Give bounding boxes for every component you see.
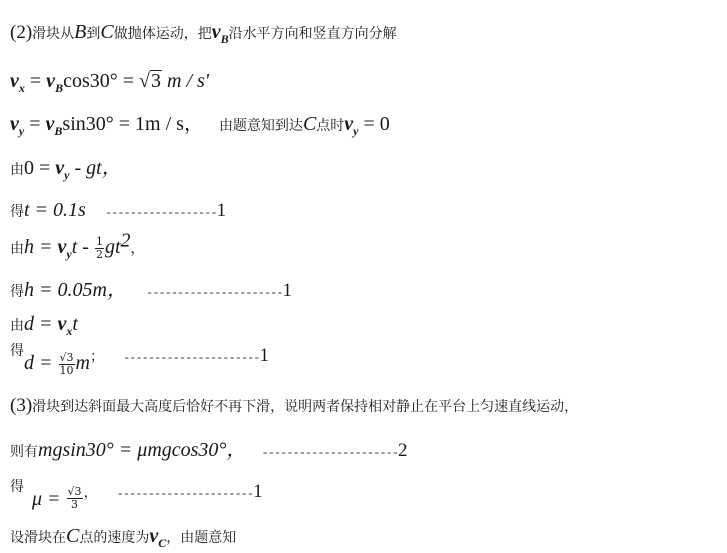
sin-term: sin30° xyxy=(62,113,114,135)
vy-term: $v_y$ xyxy=(55,157,70,182)
equation-vy xyxy=(10,113,390,138)
point-C: C xyxy=(302,113,317,135)
part3-intro xyxy=(10,396,578,415)
score-leader: ---------------------- xyxy=(146,286,283,300)
vy-note: 由题意知到达 xyxy=(218,118,303,134)
vy-value: = 1m / s， xyxy=(118,113,204,135)
de-label: 得 xyxy=(10,343,24,359)
vB-symbol: $v_B$ xyxy=(211,21,229,46)
part2-marker: (2) xyxy=(10,22,33,43)
sqrt-3: √ 3 xyxy=(139,70,162,92)
score: 1 xyxy=(259,345,269,366)
score-leader: ---------------------- xyxy=(261,446,398,460)
mu-lhs: μ = xyxy=(32,488,66,510)
h-expr: h = xyxy=(24,236,58,258)
vy-zero: = 0 xyxy=(363,113,390,135)
t-term: t - xyxy=(71,236,94,258)
mu-equation: mgsin30° = μmgcos30°， xyxy=(38,439,247,461)
d-expr: d = xyxy=(24,313,58,335)
t-term: t xyxy=(72,313,78,335)
de-label: 得 xyxy=(10,479,24,495)
part2-text-b: 到 xyxy=(86,26,101,42)
part2-text-c: 做抛体运动，把 xyxy=(113,26,212,42)
score: 1 xyxy=(282,280,292,301)
vy-note-2: 点时 xyxy=(316,118,345,134)
equals: = xyxy=(29,113,41,135)
you-label: 由 xyxy=(10,318,24,334)
you-label: 由 xyxy=(10,241,24,257)
vy-symbol: $v_y$ xyxy=(344,113,359,138)
vB-rhs: $v_B$ xyxy=(46,70,64,95)
d-unit: m xyxy=(75,352,90,374)
half-fraction: $\frac{1}{2}$ xyxy=(95,235,103,261)
part2-text-a: 滑块从 xyxy=(32,26,75,42)
t-expr: t = 0.1s xyxy=(24,199,86,221)
d-fraction: $\frac{√3}{10}$ xyxy=(59,351,74,377)
score: 2 xyxy=(397,440,408,461)
result-mu xyxy=(10,479,263,511)
equation-vx xyxy=(10,70,210,95)
part3-text: 滑块到达斜面最大高度后恰好不再下滑，说明两者保持相对静止在平台上匀速直线运动， xyxy=(32,399,579,415)
last-text-b: 点的速度为 xyxy=(79,530,150,546)
d-lhs: d = xyxy=(24,352,58,374)
vy-lhs: $v_y$ xyxy=(10,113,25,138)
result-t xyxy=(10,200,226,220)
equation-mu xyxy=(10,440,407,460)
semicolon: ； xyxy=(89,349,104,365)
last-line xyxy=(10,525,237,550)
you-label: 由 xyxy=(10,162,24,178)
vy-term: $v_y$ xyxy=(57,236,72,261)
then-label: 则有 xyxy=(10,444,38,460)
zero-expr: 0 = xyxy=(24,157,56,179)
gt-term: gt xyxy=(104,236,121,258)
equation-from-zero xyxy=(10,157,122,182)
gt-term: - gt， xyxy=(69,157,122,179)
point-B: B xyxy=(74,21,87,43)
square-exp: 2 xyxy=(120,229,131,252)
score-leader: ------------------ xyxy=(104,206,217,220)
last-text-a: 设滑块在 xyxy=(10,530,66,546)
part2-text-d: 沿水平方向和竖直方向分解 xyxy=(228,26,397,42)
cos-term: cos30° xyxy=(63,70,118,92)
vC-symbol: $v_C$ xyxy=(149,525,167,550)
point-C: C xyxy=(66,525,80,547)
score: 1 xyxy=(216,200,227,221)
equation-d xyxy=(10,313,78,338)
vx-lhs: $v_x$ xyxy=(10,70,25,95)
vx-term: $v_x$ xyxy=(57,313,73,338)
comma: ， xyxy=(83,485,98,501)
equation-h xyxy=(10,229,145,261)
score-leader: ---------------------- xyxy=(116,487,254,501)
last-text-c: ，由题意知 xyxy=(166,530,237,546)
part2-intro xyxy=(10,21,397,46)
result-h xyxy=(10,280,292,300)
de-label: 得 xyxy=(10,204,24,220)
point-C: C xyxy=(100,21,114,43)
vx-unit: m / s' xyxy=(167,70,210,92)
equals-2: = xyxy=(122,70,135,92)
equals: = xyxy=(29,70,42,92)
score: 1 xyxy=(253,481,263,502)
score-leader: ---------------------- xyxy=(123,351,260,365)
h-value: h = 0.05m， xyxy=(24,279,127,301)
result-d xyxy=(10,343,269,377)
mu-fraction: $\frac{√3}{3}$ xyxy=(67,485,82,511)
comma: ， xyxy=(130,241,145,257)
part3-marker: (3) xyxy=(10,395,33,416)
de-label: 得 xyxy=(10,284,24,300)
vB-rhs: $v_B$ xyxy=(45,113,63,138)
